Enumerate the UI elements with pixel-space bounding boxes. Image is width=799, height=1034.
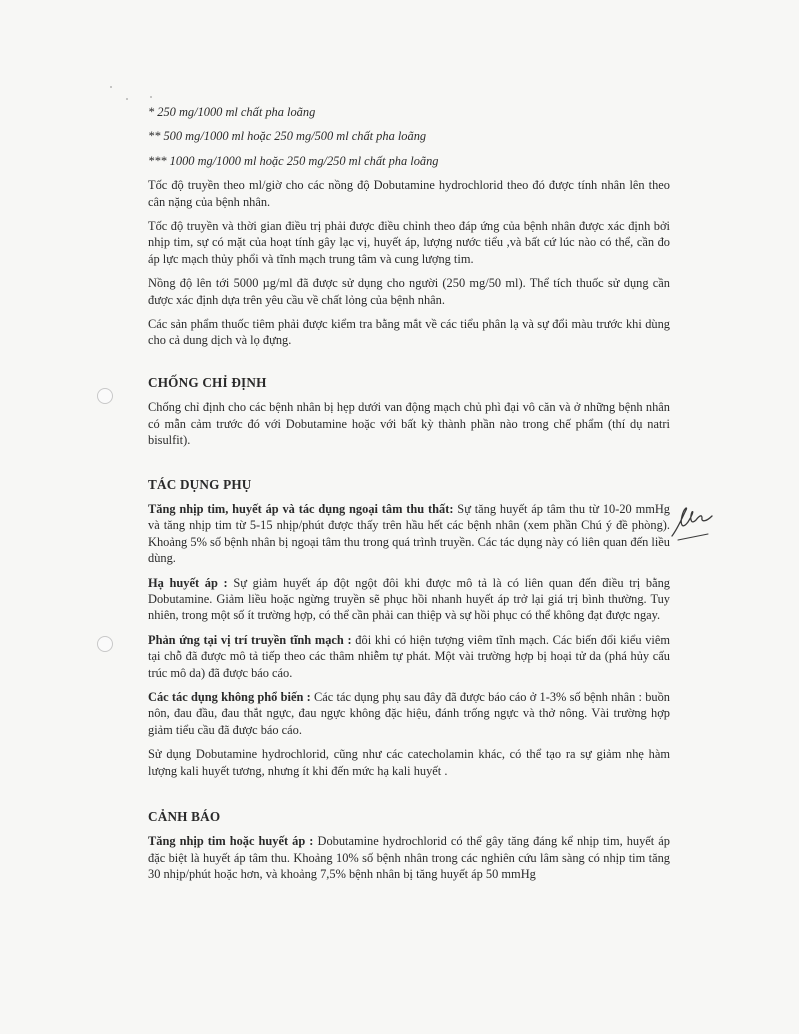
side-effect-label: Hạ huyết áp :	[148, 575, 228, 590]
titration-paragraph: Tốc độ truyền và thời gian điều trị phải được điều chỉnh theo đáp ứng của bệnh nhân được xác định bởi nhịp tim, sự có mặt của hoạt tính gây lạc vị, huyết áp, lượng nước tiểu ,và bất cứ lúc nào có thể, cần đo áp lực mạch thủy phổi và tĩnh mạch trung tâm và cung lượng tim.	[148, 219, 670, 266]
contraindications-heading: CHỐNG CHỈ ĐỊNH	[148, 374, 267, 390]
warning-text: Dobutamine hydrochlorid có thể gây tăng đáng kể nhịp tim, huyết áp đặc biệt là huyết áp tâm thu. Khoảng 10% số bệnh nhân trong các nghiên cứu lâm sàng có nhịp tim tăng 30 nhịp/phút hoặc hơn, và khoảng 7,5% bệnh nhân bị tăng huyết áp 50 mmHg	[148, 834, 670, 882]
warning-item	[148, 833, 670, 882]
document-body	[148, 104, 670, 891]
side-effect-text: đôi khi có hiện tượng viêm tĩnh mạch. Các biến đổi kiểu viêm tại chỗ đã được mô tả tiếp theo các thâm nhiễm tự phát. Một vài trường hợp bị hoại tử da (phá hủy cấu trúc mô da) đã được báo cáo.	[148, 632, 670, 680]
punch-hole-icon	[97, 636, 113, 652]
inspection-paragraph: Các sản phẩm thuốc tiêm phải được kiểm tra bằng mắt về các tiểu phân lạ và sự đổi màu trước khi dùng cho cả dung dịch và lọ đựng.	[148, 317, 670, 348]
side-effect-item	[148, 689, 670, 738]
side-effect-text: Các tác dụng phụ sau đây đã được báo cáo ở 1-3% số bệnh nhân : buồn nôn, đau đầu, đau thắt ngực, đau ngực không đặc hiệu, đánh trống ngực và thở nông. Vài trường hợp giảm tiểu cầu đã được báo cáo.	[148, 689, 671, 737]
signature-mark-icon	[668, 500, 722, 544]
warnings-heading: CẢNH BÁO	[148, 809, 221, 824]
side-effect-item	[148, 575, 670, 624]
side-effect-label: Phản ứng tại vị trí truyền tĩnh mạch :	[148, 632, 352, 647]
warning-label: Tăng nhịp tim hoặc huyết áp :	[148, 834, 314, 849]
concentration-paragraph: Nồng độ lên tới 5000 µg/ml đã được sử dụng cho người (250 mg/50 ml). Thể tích thuốc sử dụng cần được xác định dựa trên yêu cầu về chất lỏng của bệnh nhân.	[148, 276, 670, 307]
side-effects-heading: TÁC DỤNG PHỤ	[148, 476, 252, 492]
scan-speck	[126, 98, 128, 100]
side-effect-item	[148, 501, 670, 567]
dilution-note-2: ** 500 mg/1000 ml hoặc 250 mg/500 ml chất pha loãng	[148, 129, 427, 144]
side-effect-item	[148, 632, 670, 681]
side-effect-label: Các tác dụng không phổ biến :	[148, 689, 311, 704]
dilution-note-1: * 250 mg/1000 ml chất pha loãng	[148, 105, 316, 119]
contraindications-text: Chống chỉ định cho các bệnh nhân bị hẹp dưới van động mạch chủ phì đại vô căn và ở những bệnh nhân có mẫn cảm trước đó với Dobutamine hoặc với bất kỳ thành phần nào trong chế phẩm (thí dụ natri bisulfit).	[148, 400, 670, 448]
side-effect-text: Sự giảm huyết áp đột ngột đôi khi được mô tả là có liên quan đến điều trị bằng Dobutamine. Giảm liều hoặc ngừng truyền sẽ phục hồi nhanh huyết áp trở lại giá trị bình thường. Tuy nhiên, trong một số ít trường hợp, có thể cần phải can thiệp và sự hồi phục có thể không đạt được ngay.	[148, 575, 670, 623]
hypokalemia-paragraph: Sử dụng Dobutamine hydrochlorid, cũng như các catecholamin khác, có thể tạo ra sự giảm nhẹ hàm lượng kali huyết tương, nhưng ít khi đến mức hạ kali huyết .	[148, 747, 670, 778]
scan-speck	[110, 86, 112, 88]
infusion-rate-paragraph: Tốc độ truyền theo ml/giờ cho các nồng độ Dobutamine hydrochlorid theo đó được tính nhân lên theo cân nặng của bệnh nhân.	[148, 178, 670, 209]
dilution-note-3: *** 1000 mg/1000 ml hoặc 250 mg/250 ml chất pha loãng	[148, 153, 439, 168]
punch-hole-icon	[97, 388, 113, 404]
side-effect-text: Sự tăng huyết áp tâm thu từ 10-20 mmHg và tăng nhịp tim từ 5-15 nhịp/phút được thấy trên hầu hết các bệnh nhân (xem phần Chú ý đề phòng). Khoảng 5% số bệnh nhân bị ngoại tâm thu trong quá trình truyền. Các tác dụng này có liên quan đến liều dùng.	[148, 501, 670, 566]
scan-speck	[150, 96, 152, 98]
side-effect-label: Tăng nhịp tim, huyết áp và tác dụng ngoại tâm thu thất:	[148, 501, 454, 516]
